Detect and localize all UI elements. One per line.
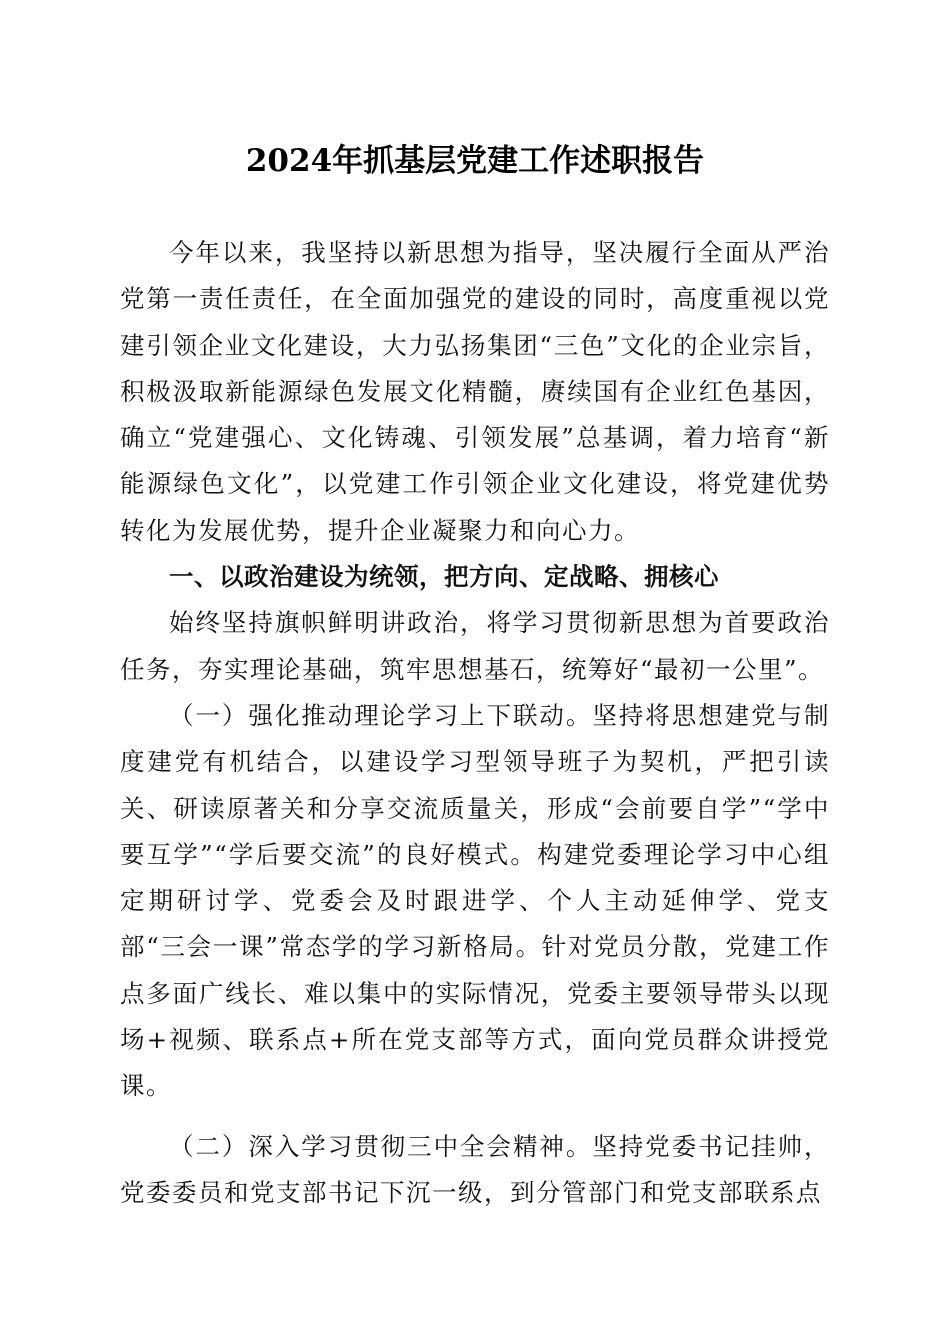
item-text-2: 坚持党委书记挂帅，党委委员和党支部书记下沉一级，到分管部门和党支部联系点 [120, 1131, 831, 1207]
document-title: 2024年抓基层党建工作述职报告 [245, 143, 705, 179]
item-paragraph-1 [120, 693, 830, 1110]
item-lead-1: （一）强化推动理论学习上下联动。 [169, 700, 593, 730]
section-heading-1: 一、以政治建设为统领，把方向、定战略、拥核心 [169, 562, 719, 592]
item-text-1: 坚持将思想建党与制度建党有机结合，以建设学习型领导班子为契机，严把引读关、研读原著关和分享交流质量关，形成“会前要自学”“学中要互学”“学后要交流”的良好模式。构建党委理论学习中心组定期研讨学、党委会及时跟进学、个人主动延伸学、党支部“三会一课”常态学的学习新格局。针对党员分散，党建工作点多面广线长、难以集中的实际情况，党委主要领导带头以现场+视频、联系点+所在党支部等方式，面向党员群众讲授党课。 [120, 700, 831, 1101]
item-paragraph-2 [120, 1124, 830, 1217]
document-body [120, 230, 830, 1216]
item-lead-2: （二）深入学习贯彻三中全会精神。 [169, 1131, 593, 1161]
intro-paragraph: 今年以来，我坚持以新思想为指导，坚决履行全面从严治党第一责任责任，在全面加强党的建设的同时，高度重视以党建引领企业文化建设，大力弘扬集团“三色”文化的企业宗旨，积极汲取新能源绿色发展文化精髓，赓续国有企业红色基因，确立“党建强心、文化铸魂、引领发展”总基调，着力培育“新能源绿色文化”，以党建工作引领企业文化建设，将党建优势转化为发展优势，提升企业凝聚力和向心力。 [120, 238, 830, 545]
section-intro-paragraph: 始终坚持旗帜鲜明讲政治，将学习贯彻新思想为首要政治任务，夯实理论基础，筑牢思想基石，统筹好“最初一公里”。 [120, 608, 830, 684]
